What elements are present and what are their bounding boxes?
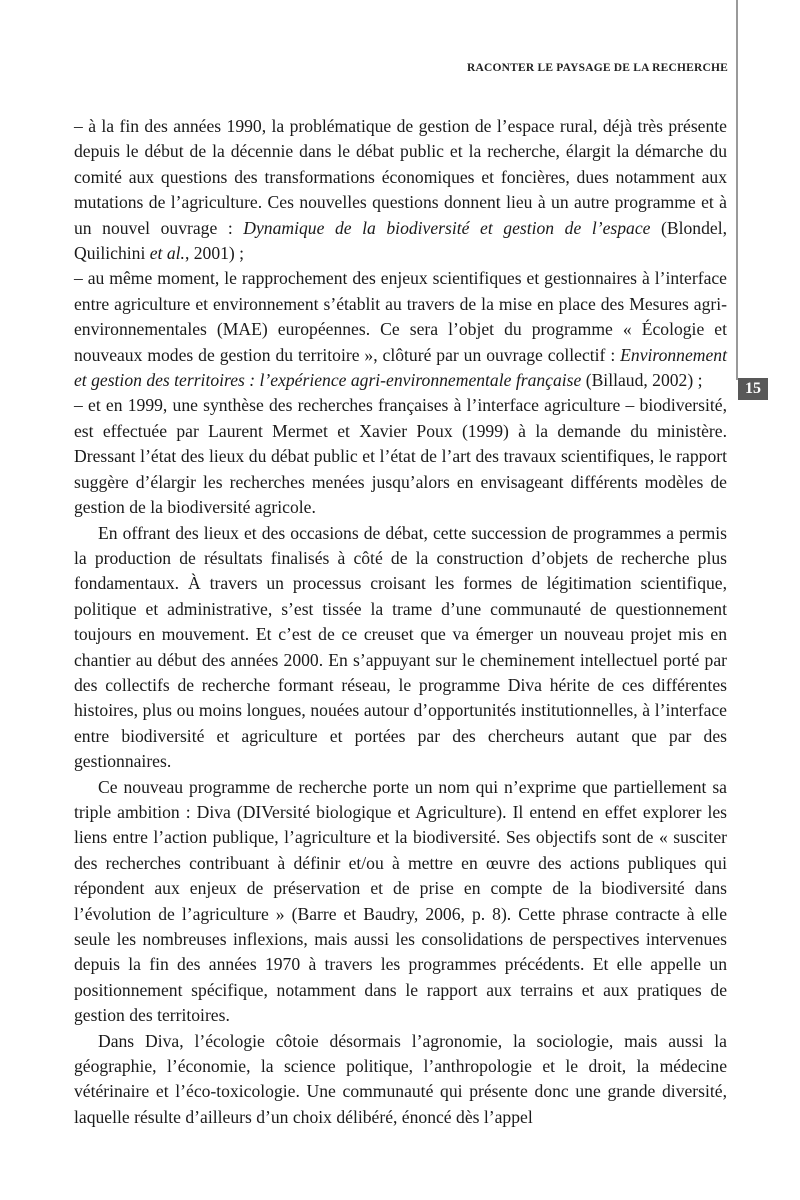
list-item-mae [74,266,727,393]
text-span: Ce nouveau programme de recherche porte un nom qui n’exprime que partiellement sa triple ambition : Diva (DIVersité biologique et Agriculture). Il entend en effet explorer les liens entre l’action publique, l’agriculture et la biodiversité. Ses objectifs sont de « susciter des recherches contribuant à définir et/ou à mettre en œuvre des actions publiques qui répondent aux enjeux de préservation et de prise en compte de la biodiversité dans l’évolution de l’agriculture » (Barre et Baudry, 2006, p. 8). Cette phrase contracte à elle seule les nombreuses inflexions, mais aussi les consolidations de perspectives intervenues depuis la fin des années 1970 à travers les programmes précédents. Et elle appelle un positionnement spécifique, notamment dans le rapport aux terrains et aux pratiques de gestion des territoires. [74,776,727,1026]
list-item-1990s [74,114,727,266]
book-title: Dynamique de la biodiversité et gestion de l’espace [243,217,651,238]
text-span: – au même moment, le rapprochement des enjeux scientifiques et gestionnaires à l’interface entre agriculture et environnement s’établit au travers de la mise en place des Mesures agri-environnementales (MAE) européennes. Ce sera l’objet du programme « Écologie et nouveaux modes de gestion du territoire », clôturé par un ouvrage collectif : [74,268,727,365]
list-item-1999 [74,393,727,520]
citation-etal: et al. [149,243,185,264]
paragraph-succession [74,521,727,775]
text-span: En offrant des lieux et des occasions de débat, cette succession de programmes a permis la production de résultats finalisés à côté de la construction d’objets de recherche plus fondamentaux. À travers un processus croisant les formes de légitimation scientifique, politique et administrative, s’est tissée la trame d’une communauté de questionnement toujours en mouvement. Et c’est de ce creuset que va émerger un nouveau projet mis en chantier au début des années 2000. En s’appuyant sur le cheminement intellectuel porté par des collectifs de recherche formant réseau, le programme Diva hérite de ces différentes histoires, plus ou moins longues, nouées autour d’opportunités institutionnelles, à l’interface entre biodiversité et agriculture et portées par des chercheurs autant que par des gestionnaires. [74,522,727,772]
body-text [74,114,727,1130]
paragraph-diva-program [74,775,727,1029]
text-span: – à la fin des années 1990, la problématique de gestion de l’espace rural, déjà très présente depuis le début de la décennie dans le débat public et la recherche, élargit la démarche du comité aux questions des transformations économiques et foncières, dues notamment aux mutations de l’agriculture. Ces nouvelles questions donnent lieu à un autre programme et à un nouvel ouvrage : [74,116,727,238]
page-number: 15 [738,378,768,400]
text-span: (Blondel, Quilichini [74,217,727,264]
text-span: , 2001) ; [184,243,245,264]
paragraph-disciplines [74,1029,727,1131]
book-title: Environnement et gestion des territoires : l’expérience agri-environnementale française [74,344,727,391]
text-span: Dans Diva, l’écologie côtoie désormais l’agronomie, la sociologie, mais aussi la géographie, l’économie, la science politique, l’anthropologie et le droit, la médecine vétérinaire et l’éco-toxicologie. Une communauté qui présente donc une grande diversité, laquelle résulte d’ailleurs d’un choix délibéré, énoncé dès l’appel [74,1030,727,1127]
running-head: RACONTER LE PAYSAGE DE LA RECHERCHE [466,62,728,74]
margin-rule [736,0,738,380]
text-span: (Billaud, 2002) ; [581,370,703,391]
text-span: – et en 1999, une synthèse des recherches françaises à l’interface agriculture – biodiversité, est effectuée par Laurent Mermet et Xavier Poux (1999) à la demande du ministère. Dressant l’état des lieux du débat public et l’état de l’art des travaux scientifiques, le rapport suggère d’élargir les recherches menées jusqu’alors en envisageant différents modèles de gestion de la biodiversité agricole. [74,395,727,518]
